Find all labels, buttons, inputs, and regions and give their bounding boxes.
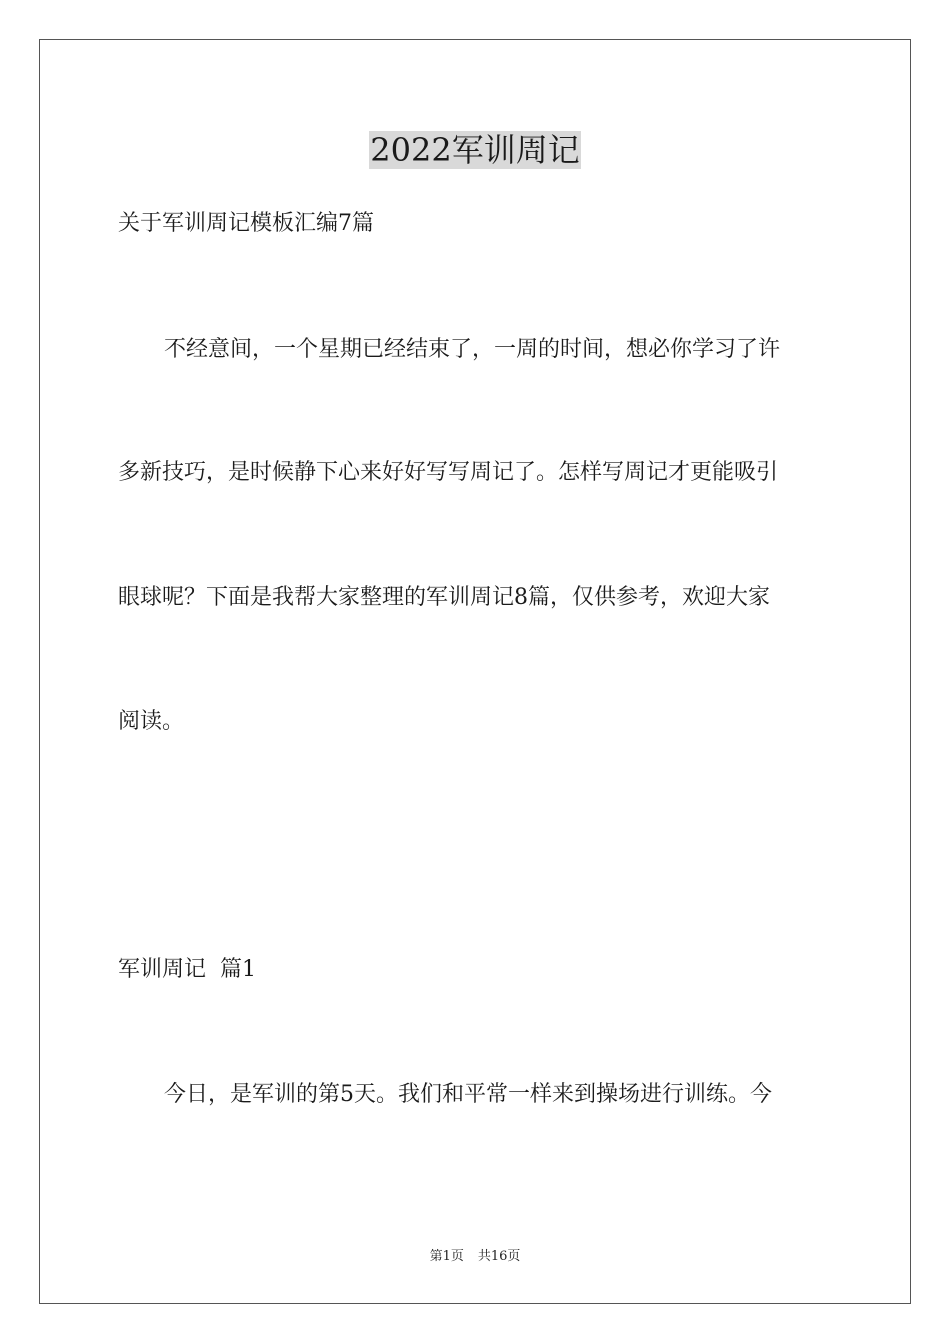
footer-page-number: 第1页 bbox=[429, 1249, 464, 1264]
page-footer bbox=[0, 1248, 950, 1266]
section-first-line: 今日，是军训的第5天。我们和平常一样来到操场进行训练。今 bbox=[164, 1082, 772, 1107]
document-title-text: 2022军训周记 bbox=[370, 131, 580, 169]
document-subtitle: 关于军训周记模板汇编7篇 bbox=[118, 211, 374, 236]
footer-total-pages: 共16页 bbox=[477, 1249, 521, 1264]
intro-line-4: 阅读。 bbox=[118, 709, 185, 734]
intro-line-1: 不经意间，一个星期已经结束了，一周的时间，想必你学习了许 bbox=[164, 337, 781, 362]
intro-line-3: 眼球呢？下面是我帮大家整理的军训周记8篇，仅供参考，欢迎大家 bbox=[118, 585, 770, 610]
intro-line-2: 多新技巧，是时候静下心来好好写写周记了。怎样写周记才更能吸引 bbox=[118, 460, 779, 485]
section-heading: 军训周记 篇1 bbox=[118, 957, 256, 982]
document-title bbox=[0, 128, 950, 172]
